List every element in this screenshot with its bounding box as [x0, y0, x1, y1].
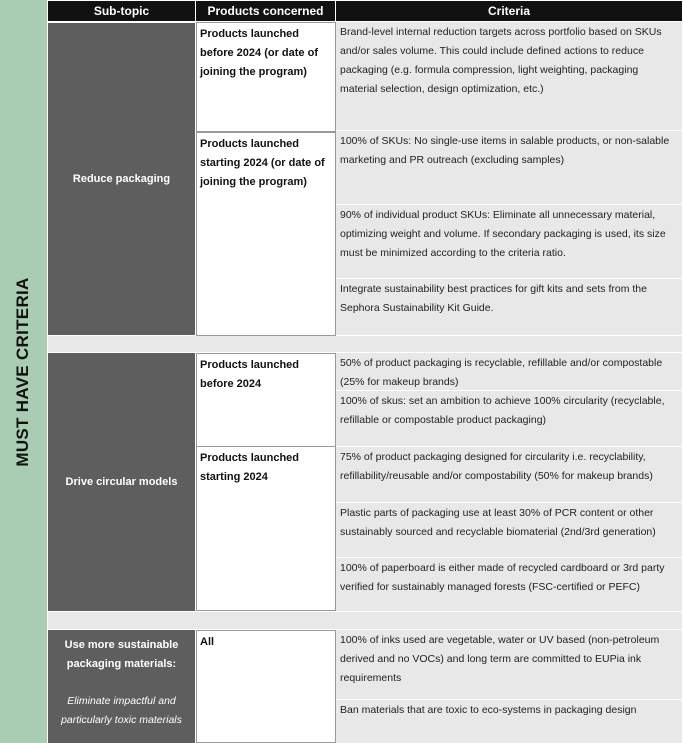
- subtopic-reduce-packaging-label: Reduce packaging: [72, 173, 171, 185]
- criteria-reduce-targets: Brand-level internal reduction targets across portfolio based on SKUs and/or sales volume. This could include defined actions to reduce packaging (e.g. formula compression, light weighting, packaging material selection, design optimization, etc.): [336, 22, 682, 130]
- must-have-criteria-label: MUST HAVE CRITERIA: [13, 277, 32, 467]
- header-criteria: Criteria: [336, 1, 682, 21]
- products-materials-all: All: [196, 630, 336, 743]
- header-products: Products concerned: [196, 1, 336, 21]
- subtopic-sustainable-materials: [48, 630, 195, 743]
- subtopic-drive-circular-models-label: Drive circular models: [65, 476, 178, 488]
- subtopic-sustainable-materials-subtext: Eliminate impactful and particularly toxic materials: [61, 695, 182, 726]
- subtopic-drive-circular-models: [48, 353, 195, 611]
- criteria-circular-pcr: Plastic parts of packaging use at least 30% of PCR content or other sustainably sourced and recyclable biomaterial (2nd/3rd generation): [336, 503, 682, 557]
- section-divider: [48, 336, 682, 352]
- products-circular-before-2024: Products launched before 2024: [196, 353, 336, 447]
- section-divider: [48, 612, 682, 629]
- criteria-reduce-single-use: 100% of SKUs: No single-use items in salable products, or non-salable marketing and PR outreach (excluding samples): [336, 131, 682, 204]
- products-reduce-before-2024: Products launched before 2024 (or date of joining the program): [196, 22, 336, 132]
- criteria-materials-inks: 100% of inks used are vegetable, water or UV based (non-petroleum derived and no VOCs) and long term are committed to EUPia ink requirements: [336, 630, 682, 699]
- header-subtopic: Sub-topic: [48, 1, 196, 21]
- criteria-circular-designed: 75% of product packaging designed for circularity i.e. recyclability, refillability/reusable and/or compostability (50% for makeup brands): [336, 447, 682, 502]
- must-have-criteria-strip: [0, 0, 47, 743]
- criteria-reduce-gift-kits: Integrate sustainability best practices for gift kits and sets from the Sephora Sustainability Kit Guide.: [336, 279, 682, 335]
- subtopic-reduce-packaging: [48, 23, 195, 335]
- criteria-materials-toxic-ban: Ban materials that are toxic to eco-systems in packaging design: [336, 700, 682, 743]
- products-reduce-starting-2024: Products launched starting 2024 (or date of joining the program): [196, 132, 336, 336]
- criteria-circular-recyclable: 50% of product packaging is recyclable, refillable and/or compostable (25% for makeup brands): [336, 353, 682, 390]
- subtopic-sustainable-materials-label: Use more sustainable packaging materials:: [64, 639, 179, 670]
- criteria-reduce-unnecessary-material: 90% of individual product SKUs: Eliminate all unnecessary material, optimizing weight and volume. If secondary packaging is used, its size must be minimized according to the criteria ratio.: [336, 205, 682, 278]
- criteria-circular-paperboard: 100% of paperboard is either made of recycled cardboard or 3rd party verified for sustainably managed forests (FSC-certified or PEFC): [336, 558, 682, 611]
- criteria-circular-ambition: 100% of skus: set an ambition to achieve 100% circularity (recyclable, refillable or compostable product packaging): [336, 391, 682, 446]
- products-circular-starting-2024: Products launched starting 2024: [196, 446, 336, 611]
